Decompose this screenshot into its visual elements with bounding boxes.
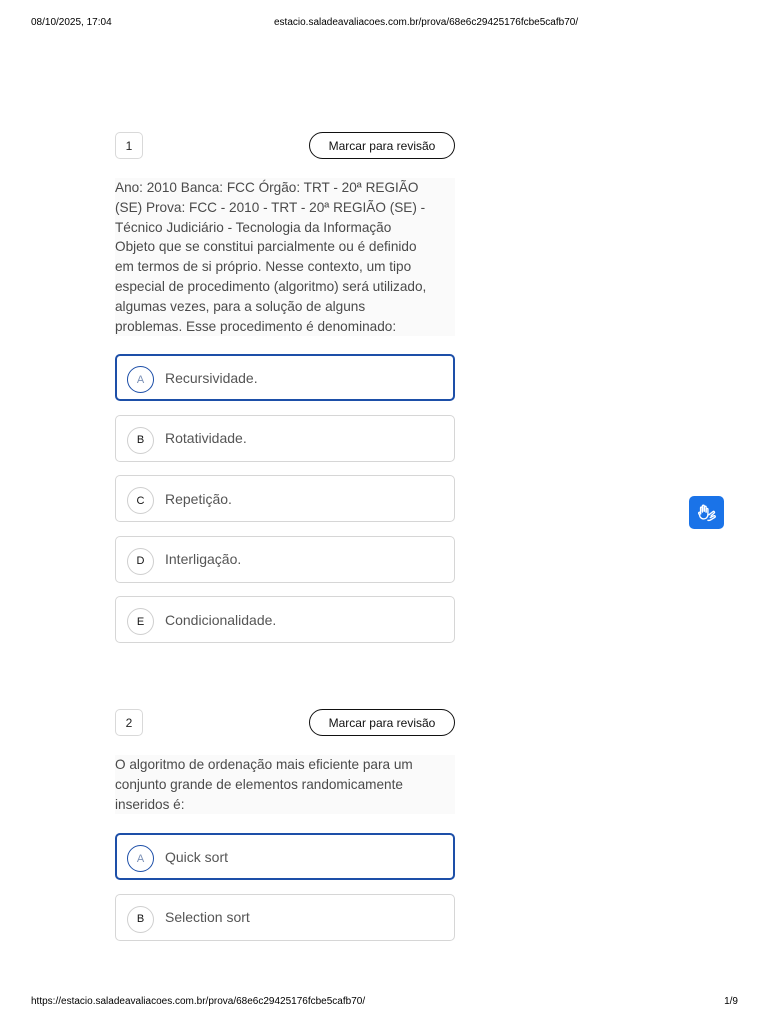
question-1 [115, 132, 455, 628]
mark-for-review-button[interactable]: Marcar para revisão [309, 709, 455, 736]
answer-options [115, 833, 455, 954]
mark-for-review-button[interactable]: Marcar para revisão [309, 132, 455, 159]
question-text-line: Objeto que se constitui parcialmente ou é definido [115, 239, 417, 255]
option-label: Selection sort [165, 909, 250, 925]
question-text-line: Técnico Judiciário - Tecnologia da Informação [115, 219, 392, 235]
option-letter: B [127, 906, 154, 933]
option-a[interactable] [115, 833, 455, 880]
option-c[interactable] [115, 475, 455, 522]
question-header [115, 132, 455, 160]
question-text-line: conjunto grande de elementos randomicamente [115, 776, 403, 792]
question-text-line: Ano: 2010 Banca: FCC Órgão: TRT - 20ª REGIÃO [115, 180, 419, 195]
question-number: 2 [115, 709, 143, 736]
print-footer-url: https://estacio.saladeavaliacoes.com.br/prova/68e6c29425176fcbe5cafb70/ [31, 996, 366, 1007]
option-label: Recursividade. [165, 369, 258, 386]
option-b[interactable] [115, 415, 455, 462]
option-d[interactable] [115, 536, 455, 583]
option-a[interactable] [115, 354, 455, 401]
print-header-url: estacio.saladeavaliacoes.com.br/prova/68e6c29425176fcbe5cafb70/ [274, 17, 579, 28]
page-number: 1/9 [724, 996, 738, 1007]
option-letter: A [127, 845, 154, 872]
question-text-line: especial de procedimento (algoritmo) será utilizado, [115, 278, 427, 294]
option-b[interactable] [115, 894, 455, 941]
question-text-line: inseridos é: [115, 796, 185, 812]
option-label: Repetição. [165, 490, 232, 507]
option-letter: D [127, 548, 154, 575]
question-text [115, 178, 455, 336]
question-text-line: em termos de si próprio. Nesse contexto, um tipo [115, 259, 412, 275]
question-text-line: (SE) Prova: FCC - 2010 - TRT - 20ª REGIÃO (SE) - [115, 199, 426, 215]
option-label: Condicionalidade. [165, 611, 277, 628]
answer-options [115, 354, 455, 657]
print-datetime: 08/10/2025, 17:04 [31, 17, 112, 28]
question-text-line: algumas vezes, para a solução de alguns [115, 298, 366, 314]
option-label: Rotatividade. [165, 430, 247, 446]
print-header [0, 17, 768, 31]
question-header [115, 709, 455, 737]
sign-language-button[interactable] [689, 496, 724, 529]
option-letter: C [127, 487, 154, 514]
sign-language-hands-icon [696, 502, 718, 524]
question-text [115, 755, 455, 814]
print-footer [0, 996, 768, 1010]
option-letter: A [127, 366, 154, 393]
question-2 [115, 709, 455, 925]
option-label: Quick sort [165, 848, 229, 865]
option-label: Interligação. [165, 551, 242, 567]
question-text-line: O algoritmo de ordenação mais eficiente para um [115, 757, 413, 772]
question-text-line: problemas. Esse procedimento é denominado: [115, 318, 397, 334]
option-letter: E [127, 608, 154, 635]
option-letter: B [127, 427, 154, 454]
option-e[interactable] [115, 596, 455, 643]
question-number: 1 [115, 132, 143, 159]
